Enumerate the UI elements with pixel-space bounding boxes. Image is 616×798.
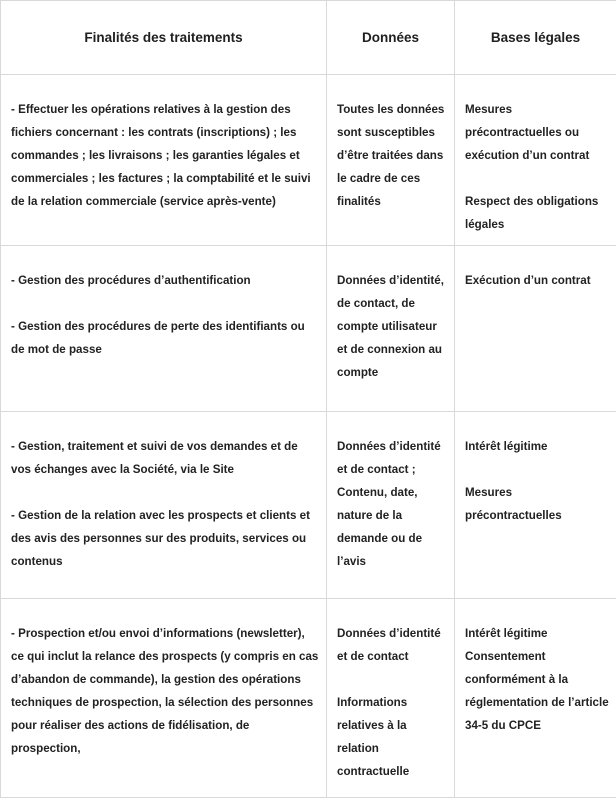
donnees-text: Données d’identité et de contact [337,627,441,663]
header-finalites: Finalités des traitements [1,1,327,75]
finalite-text: - Gestion des procédures de perte des identifiants ou de mot de passe [11,320,305,356]
donnees-cell [327,246,455,412]
bases-legales-cell [455,246,616,412]
base-legale-text: Intérêt légitime [465,440,548,453]
finalite-text: - Gestion des procédures d’authentification [11,274,251,287]
finalite-text: - Effectuer les opérations relatives à la gestion des fichiers concernant : les contrats (inscriptions) ; les commandes ; les livraisons ; les garanties légales et commerciales ; les factures ; la comptabilité et le suivi de la relation commerciale (service après-vente) [11,103,311,208]
base-legale-text: Intérêt légitime [465,627,548,640]
base-legale-text: Exécution d’un contrat [465,274,591,287]
donnees-cell [327,75,455,246]
table-row [1,599,616,798]
donnees-text: Données d’identité, de contact, de compte utilisateur et de connexion au compte [337,274,444,379]
table-row [1,75,616,246]
base-legale-text: Mesures précontractuelles [465,486,562,522]
bases-legales-cell [455,599,616,798]
bases-legales-cell [455,412,616,599]
header-donnees: Données [327,1,455,75]
finalites-cell [1,412,327,599]
donnees-text: Données d’identité et de contact ; Contenu, date, nature de la demande ou de l’avis [337,440,441,568]
finalite-text: - Gestion, traitement et suivi de vos demandes et de vos échanges avec la Société, via le Site [11,440,298,476]
donnees-cell [327,412,455,599]
finalite-text: - Gestion de la relation avec les prospects et clients et des avis des personnes sur des produits, services ou contenus [11,509,310,568]
bases-legales-cell [455,75,616,246]
table-row [1,246,616,412]
finalites-cell [1,246,327,412]
finalites-cell [1,599,327,798]
table-header-row [1,1,616,75]
base-legale-text: Consentement conformément à la réglementation de l’article 34-5 du CPCE [465,650,609,732]
donnees-text: Toutes les données sont susceptibles d’être traitées dans le cadre de ces finalités [337,103,445,208]
finalite-text: - Prospection et/ou envoi d’informations (newsletter), ce qui inclut la relance des prospects (y compris en cas d’abandon de commande), la gestion des opérations techniques de prospection, la sélection des personnes pour réaliser des actions de fidélisation, de prospection, [11,627,319,755]
table-row [1,412,616,599]
finalites-cell [1,75,327,246]
base-legale-text: Respect des obligations légales [465,195,599,231]
header-bases-legales: Bases légales [455,1,616,75]
donnees-text: Informations relatives à la relation contractuelle [337,696,410,778]
base-legale-text: Mesures précontractuelles ou exécution d’un contrat [465,103,590,162]
donnees-cell [327,599,455,798]
